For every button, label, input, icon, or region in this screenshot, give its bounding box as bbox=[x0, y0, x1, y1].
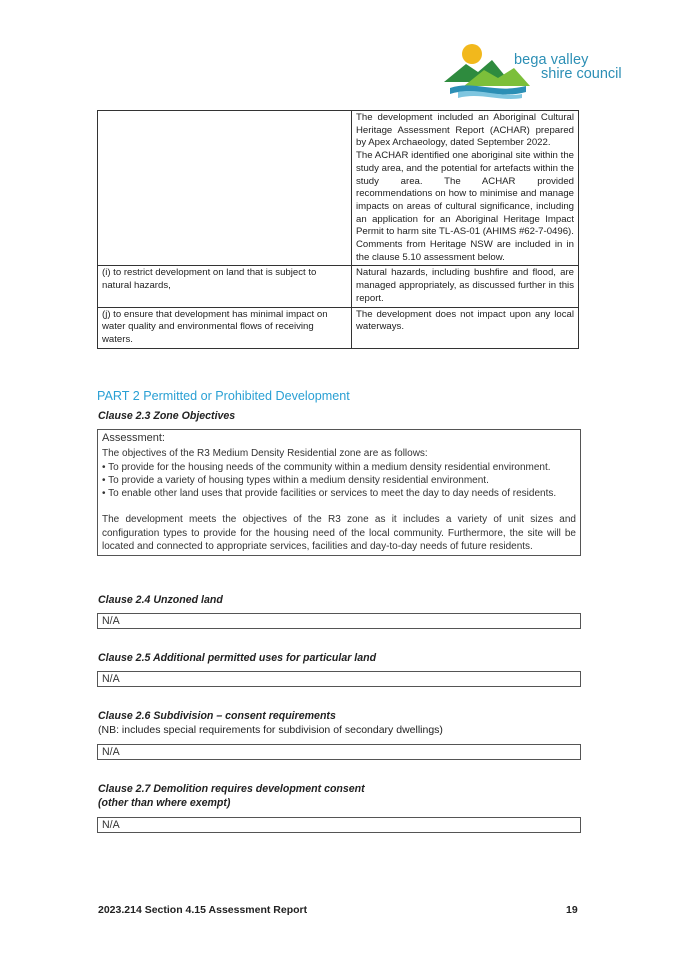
table-row bbox=[98, 307, 579, 348]
table-row bbox=[98, 111, 579, 266]
cell-paragraph: The development included an Aboriginal Cultural Heritage Assessment Report (ACHAR) prepared by Apex Archaeology, dated September 2022. bbox=[356, 112, 574, 149]
clause-2-7-title-cont: (other than where exempt) bbox=[98, 797, 231, 809]
cell-paragraph: The ACHAR identified one aboriginal site within the study area, and the potential for artefacts within the study area. The ACHAR provided recommendations on how to minimise and manage impacts on areas of cultural significance, including an application for an Aboriginal Heritage Impact Permit to harm site TL-AS-01 (AHIMS #62-7-0496). bbox=[356, 150, 574, 238]
table-cell-comment bbox=[352, 266, 579, 307]
part2-heading: PART 2 Permitted or Prohibited Development bbox=[97, 389, 350, 403]
clause-2-6-value: N/A bbox=[97, 744, 581, 760]
clause-2-4-title: Clause 2.4 Unzoned land bbox=[98, 594, 223, 606]
footer-page-number: 19 bbox=[566, 904, 578, 916]
clause-2-3-title: Clause 2.3 Zone Objectives bbox=[98, 410, 236, 422]
clause-2-6-title: Clause 2.6 Subdivision – consent requirements bbox=[98, 710, 336, 722]
cell-paragraph: The development does not impact upon any local waterways. bbox=[356, 308, 574, 333]
objectives-intro: The objectives of the R3 Medium Density Residential zone are as follows: bbox=[102, 448, 428, 460]
footer-report-title: 2023.214 Section 4.15 Assessment Report bbox=[98, 904, 308, 916]
clause-2-7-value: N/A bbox=[97, 817, 581, 833]
cell-paragraph: Natural hazards, including bushfire and flood, are managed appropriately, as discussed further in this report. bbox=[356, 267, 574, 304]
objectives-table bbox=[97, 110, 579, 349]
table-row bbox=[98, 266, 579, 307]
objective-bullet: • To provide for the housing needs of the community within a medium density residential environment. bbox=[102, 461, 551, 473]
assessment-conclusion: The development meets the objectives of the R3 zone as it includes a variety of unit sizes and configuration types to provide for the housing need of the local community. Furthermore, the site will be located and connected to appropriate services, facilities and day-to-day needs of future residents. bbox=[102, 514, 576, 553]
objective-bullet: • To enable other land uses that provide facilities or services to meet the day to day needs of residents. bbox=[102, 488, 557, 500]
objective-bullet: • To provide a variety of housing types within a medium density residential environment. bbox=[102, 474, 489, 486]
table-cell-comment bbox=[352, 307, 579, 348]
clause-2-7-title: Clause 2.7 Demolition requires development consent bbox=[98, 783, 365, 795]
table-cell-objective: (i) to restrict development on land that is subject to natural hazards, bbox=[98, 266, 352, 307]
zone-objectives-assessment-box bbox=[97, 429, 581, 556]
clause-2-5-title: Clause 2.5 Additional permitted uses for particular land bbox=[98, 652, 377, 664]
logo-text-line2: shire council bbox=[541, 66, 622, 82]
clause-2-5-value: N/A bbox=[97, 671, 581, 687]
table-cell-comment bbox=[352, 111, 579, 266]
cell-paragraph: Comments from Heritage NSW are included in in the clause 5.10 assessment below. bbox=[356, 239, 574, 263]
clause-2-4-value: N/A bbox=[97, 613, 581, 629]
table-cell-objective bbox=[98, 111, 352, 266]
clause-2-6-note: (NB: includes special requirements for subdivision of secondary dwellings) bbox=[98, 724, 443, 736]
assessment-label: Assessment: bbox=[102, 432, 165, 444]
table-cell-objective: (j) to ensure that development has minimal impact on water quality and environmental flows of receiving waters. bbox=[98, 307, 352, 348]
logo-text-line1: bega valley bbox=[514, 52, 589, 68]
